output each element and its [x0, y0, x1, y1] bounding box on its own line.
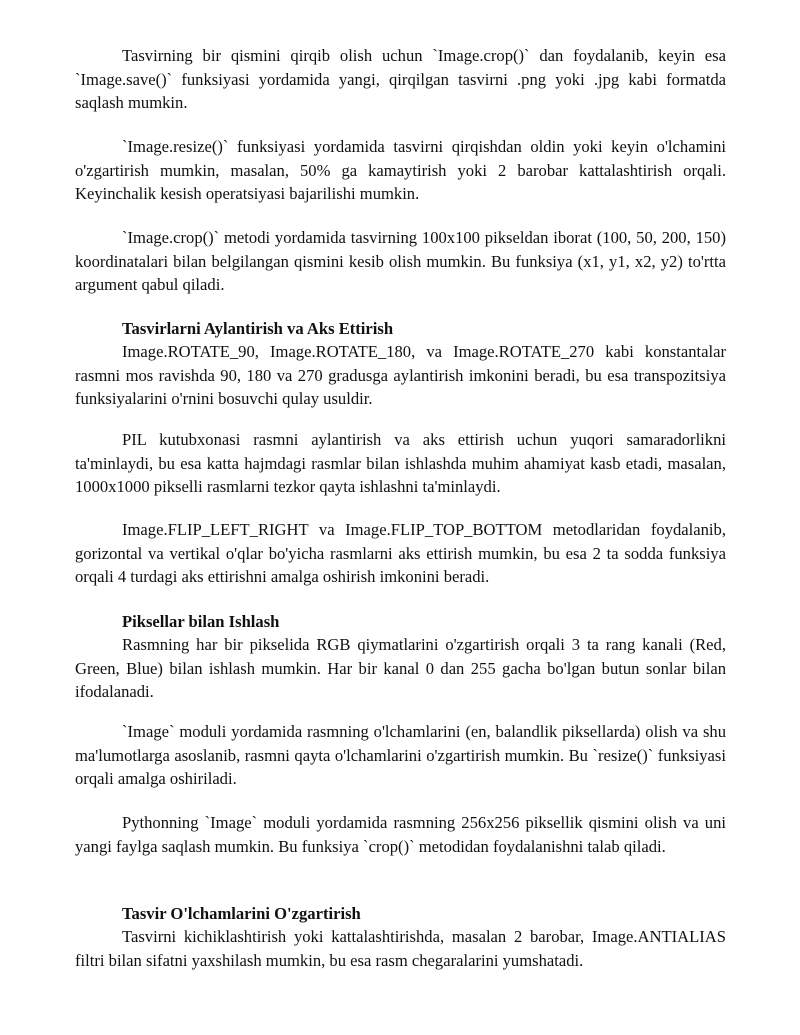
- paragraph-pil-performance: PIL kutubxonasi rasmni aylantirish va aks ettirish uchun yuqori samaradorlikni ta'minlaydi, bu esa katta hajmdagi rasmlar bilan ishlashda muhim ahamiyat kasb etadi, masalan, 1000x1000 pikselli rasmlarni tezkor qayta ishlashni ta'minlaydi.: [75, 430, 726, 496]
- paragraph-image-dimensions: `Image` moduli yordamida rasmning o'lchamlarini (en, balandlik piksellarda) olish va shu ma'lumotlarga asoslanib, rasmni qayta o'lchamlarini o'zgartirish mumkin. Bu `resize()` funksiyasi orqali amalga oshiriladi.: [75, 722, 726, 788]
- paragraph-crop-save: Tasvirning bir qismini qirqib olish uchun `Image.crop()` dan foydalanib, keyin esa `Image.save()` funksiyasi yordamida yangi, qirqilgan tasvirni .png yoki .jpg kabi formatda saqlash mumkin.: [75, 46, 726, 112]
- paragraph-crop-256: Pythonning `Image` moduli yordamida rasmning 256x256 piksellik qismini olish va uni yangi faylga saqlash mumkin. Bu funksiya `crop()` metodidan foydalanishni talab qiladi.: [75, 813, 726, 856]
- paragraph-flip-methods: Image.FLIP_LEFT_RIGHT va Image.FLIP_TOP_BOTTOM metodlaridan foydalanib, gorizontal va vertikal o'qlar bo'yicha rasmlarni aks ettirish mumkin, bu esa 2 ta sodda funksiya orqali 4 turdagi aks ettirishni amalga oshirish imkonini beradi.: [75, 520, 726, 586]
- paragraph-rgb-channels: Rasmning har bir pikselida RGB qiymatlarini o'zgartirish orqali 3 ta rang kanali (Red, Green, Blue) bilan ishlash mumkin. Har bir kanal 0 dan 255 gacha bo'lgan butun sonlar bilan ifodalanadi.: [75, 635, 726, 701]
- paragraph-rotate-constants: Image.ROTATE_90, Image.ROTATE_180, va Image.ROTATE_270 kabi konstantalar rasmni mos ravishda 90, 180 va 270 gradusga aylantirish imkonini beradi, bu esa transpozitsiya funksiyalarini o'rnini bosuvchi qulay usuldir.: [75, 342, 726, 408]
- paragraph-resize: `Image.resize()` funksiyasi yordamida tasvirni qirqishdan oldin yoki keyin o'lchamini o'zgartirish mumkin, masalan, 50% ga kamaytirish yoki 2 barobar kattalashtirish orqali. Keyinchalik kesish operatsiyasi bajarilishi mumkin.: [75, 137, 726, 203]
- paragraph-crop-method: `Image.crop()` metodi yordamida tasvirning 100x100 pikseldan iborat (100, 50, 200, 150) koordinatalari bilan belgilangan qismini kesib olish mumkin. Bu funksiya (x1, y1, x2, y2) to'rtta argument qabul qiladi.: [75, 228, 726, 294]
- heading-resize: Tasvir O'lchamlarini O'zgartirish: [122, 904, 361, 923]
- heading-pixels: Piksellar bilan Ishlash: [122, 612, 280, 631]
- heading-rotate-flip: Tasvirlarni Aylantirish va Aks Ettirish: [122, 319, 394, 338]
- paragraph-antialias: Tasvirni kichiklashtirish yoki kattalashtirishda, masalan 2 barobar, Image.ANTIALIAS filtri bilan sifatni yaxshilash mumkin, bu esa rasm chegaralarini yumshatadi.: [75, 927, 726, 970]
